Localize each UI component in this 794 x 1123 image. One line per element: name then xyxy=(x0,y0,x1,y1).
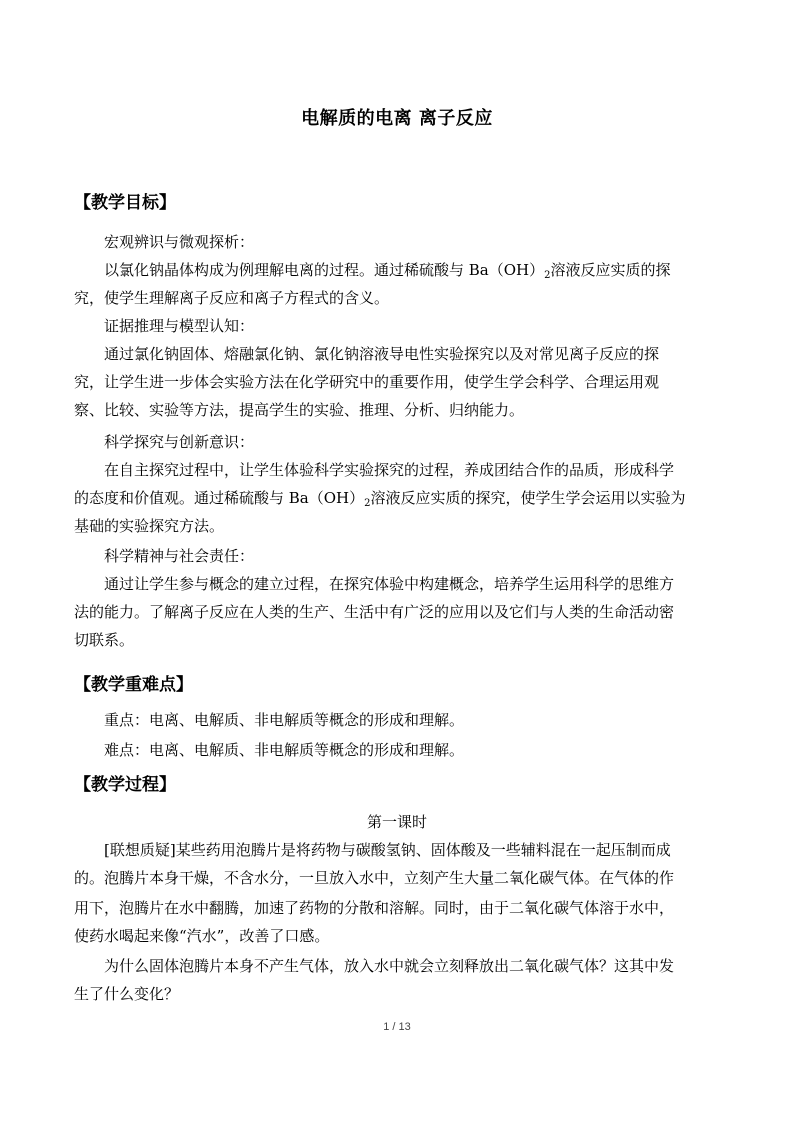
paragraph-line: 法的能力。了解离子反应在人类的生产、生活中有广泛的应用以及它们与人类的生命活动密 xyxy=(74,603,675,621)
paragraph-line: 的。泡腾片本身干燥，不含水分，一旦放入水中，立刻产生大量二氧化碳气体。在气体的作 xyxy=(74,869,675,887)
page-number: 1 / 13 xyxy=(383,1021,411,1033)
paragraph-line: 察、比较、实验等方法，提高学生的实验、推理、分析、归纳能力。 xyxy=(74,401,525,419)
section-title-macro-micro: 宏观辨识与微观探析： xyxy=(104,233,255,251)
paragraph-line: 使药水喝起来像“汽水”，改善了口感。 xyxy=(74,927,330,945)
lesson-title: 第一课时 xyxy=(366,813,427,831)
section-title-inquiry-innovation: 科学探究与创新意识： xyxy=(104,433,255,451)
paragraph-line: 切联系。 xyxy=(74,631,135,649)
heading-process: 【教学过程】 xyxy=(74,775,176,795)
key-point-important: 重点：电离、电解质、非电解质等概念的形成和理解。 xyxy=(104,711,465,729)
section-title-evidence-model: 证据推理与模型认知： xyxy=(104,317,255,335)
paragraph-line: 究，让学生进一步体会实验方法在化学研究中的重要作用，使学生学会科学、合理运用观 xyxy=(74,373,660,391)
paragraph-line: 通过氯化钠固体、熔融氯化钠、氯化钠溶液导电性实验探究以及对常见离子反应的探 xyxy=(104,345,660,363)
paragraph-line: 生了什么变化？ xyxy=(74,985,180,1003)
section-title-spirit-responsibility: 科学精神与社会责任： xyxy=(104,547,255,565)
paragraph-line: 究，使学生理解离子反应和离子方程式的含义。 xyxy=(74,289,390,307)
paragraph-line: 为什么固体泡腾片本身不产生气体，放入水中就会立刻释放出二氧化碳气体？这其中发 xyxy=(104,957,675,975)
paragraph-line: 在自主探究过程中，让学生体验科学实验探究的过程，养成团结合作的品质，形成科学 xyxy=(104,461,675,479)
paragraph-line: 基础的实验探究方法。 xyxy=(74,517,225,535)
paragraph-line: 用下，泡腾片在水中翻腾，加速了药物的分散和溶解。同时，由于二氧化碳气体溶于水中， xyxy=(74,899,675,917)
key-point-difficult: 难点：电离、电解质、非电解质等概念的形成和理解。 xyxy=(104,741,465,759)
document-title: 电解质的电离 离子反应 xyxy=(301,108,493,129)
paragraph-line: 通过让学生参与概念的建立过程，在探究体验中构建概念，培养学生运用科学的思维方 xyxy=(104,575,675,593)
paragraph-line: 以氯化钠晶体构成为例理解电离的过程。通过稀硫酸与 $Ba(OH)_2$溶液反应实质的探 xyxy=(104,261,671,281)
paragraph-line: [联想质疑]某些药用泡腾片是将药物与碳酸氢钠、固体酸及一些辅料混在一起压制而成 xyxy=(104,841,671,859)
heading-objectives: 【教学目标】 xyxy=(74,193,176,213)
heading-key-points: 【教学重难点】 xyxy=(74,675,193,695)
paragraph-line: 的态度和价值观。通过稀硫酸与 $Ba(OH)_2$溶液反应实质的探究，使学生学会运用以实验为 xyxy=(74,489,686,509)
